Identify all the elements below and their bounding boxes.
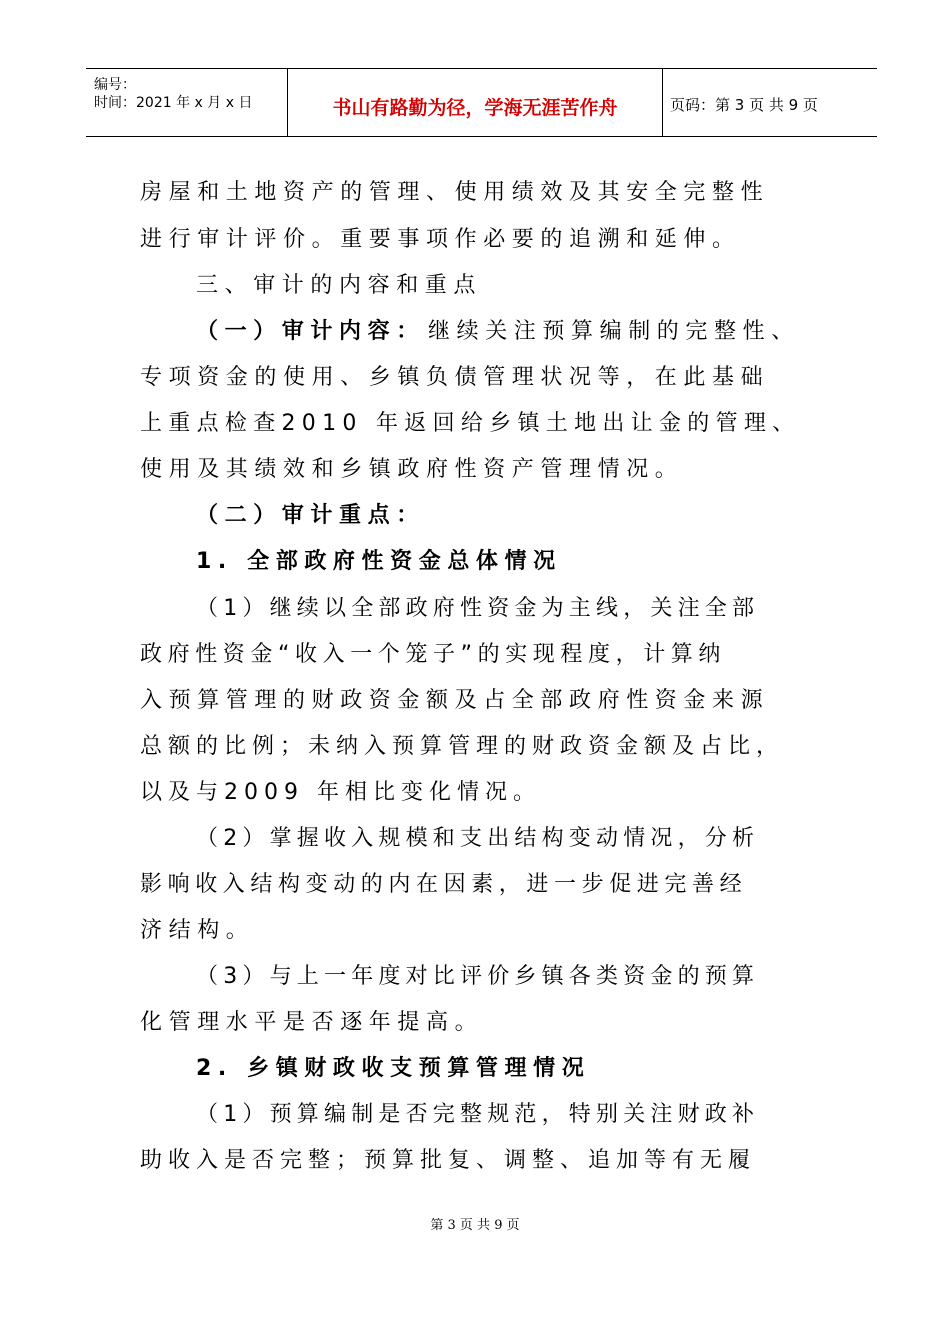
body-line: 济结构。 [140,918,255,943]
body-line: 进行审计评价。重要事项作必要的追溯和延伸。 [140,227,741,252]
body-line: （1）继续以全部政府性资金为主线，关注全部 [196,596,760,621]
body-line: （1）预算编制是否完整规范，特别关注财政补 [196,1102,760,1127]
body-line: 房屋和土地资产的管理、使用绩效及其安全完整性 [140,180,770,205]
body-line: 入预算管理的财政资金额及占全部政府性资金来源 [140,688,770,713]
doc-number-label: 编号： [94,77,136,93]
body-line: 继续关注预算编制的完整性、 [428,319,800,344]
body-line: 使用及其绩效和乡镇政府性资产管理情况。 [140,457,684,482]
subsection-heading: （二）审计重点： [196,503,425,528]
body-line: 化管理水平是否逐年提高。 [140,1010,484,1035]
body-line: 政府性资金“收入一个笼子”的实现程度，计算纳 [140,642,726,667]
section-heading: 三、审计的内容和重点 [196,273,483,298]
item-heading: 2. 乡镇财政收支预算管理情况 [196,1056,591,1081]
body-line: （2）掌握收入规模和支出结构变动情况，分析 [196,826,760,851]
body-line: 影响收入结构变动的内在因素，进一步促进完善经 [140,872,748,897]
item-heading: 1. 全部政府性资金总体情况 [196,549,562,574]
body-line: 以及与2009 年相比变化情况。 [140,780,541,805]
header-table [86,68,877,137]
header-right-cell [662,69,877,136]
body-line: 上重点检查2010 年返回给乡镇土地出让金的管理、 [140,411,801,436]
page-footer: 第 3 页 共 9 页 [430,1218,520,1233]
body-line: 助收入是否完整；预算批复、调整、追加等有无履 [140,1148,757,1173]
body-line: （3）与上一年度对比评价乡镇各类资金的预算 [196,964,760,989]
page-info: 页码：第 3 页 共 9 页 [670,96,818,114]
header-left-cell [86,69,287,136]
body-line: 专项资金的使用、乡镇负债管理状况等，在此基础 [140,365,770,390]
header-center-cell [287,69,663,136]
time-label: 时间：2021 年 x 月 x 日 [94,95,253,111]
subsection-heading: （一）审计内容： [196,319,425,344]
motto-text: 书山有路勤为径，学海无涯苦作舟 [332,97,618,119]
body-line: 总额的比例；未纳入预算管理的财政资金额及占比， [140,734,785,759]
